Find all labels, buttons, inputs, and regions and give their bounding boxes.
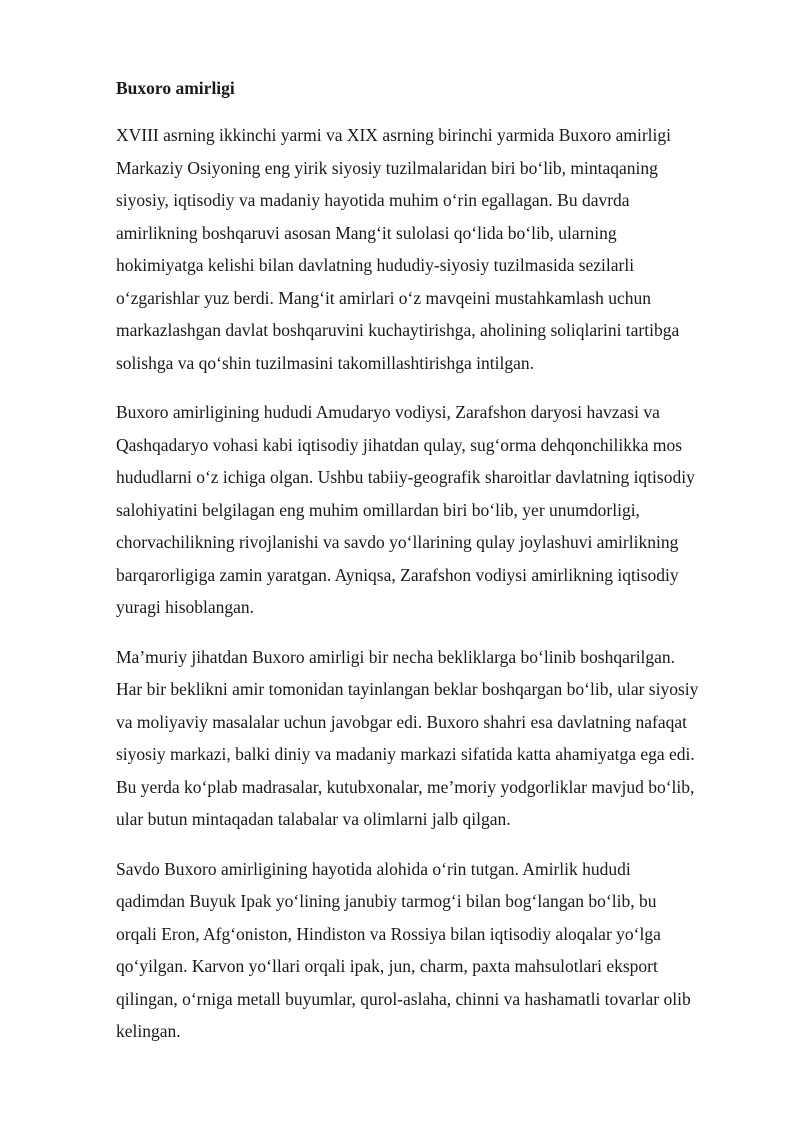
text-line: ular butun mintaqadan talabalar va olimlarni jalb qilgan. <box>116 809 511 829</box>
text-line: yuragi hisoblangan. <box>116 597 255 617</box>
paragraph <box>116 853 746 1048</box>
text-line: Bu yerda koʻplab madrasalar, kutubxonalar, meʼmoriy yodgorliklar mavjud boʻlib, <box>116 776 695 797</box>
text-line: Har bir beklikni amir tomonidan tayinlangan beklar boshqargan boʻlib, ular siyosiy <box>116 679 699 699</box>
text-line: XVIII asrning ikkinchi yarmi va XIX asrning birinchi yarmida Buxoro amirligi <box>116 125 672 145</box>
text-line: markazlashgan davlat boshqaruvini kuchaytirishga, aholining soliqlarini tartibga <box>116 320 680 340</box>
text-line: barqarorligiga zamin yaratgan. Ayniqsa, Zarafshon vodiysi amirlikning iqtisodiy <box>116 564 679 585</box>
paragraph <box>116 396 746 624</box>
paragraph <box>116 641 746 836</box>
text-line: Buxoro amirligining hududi Amudaryo vodiysi, Zarafshon daryosi havzasi va <box>116 402 660 422</box>
text-line: oʻzgarishlar yuz berdi. Mangʻit amirlari oʻz mavqeini mustahkamlash uchun <box>116 287 652 308</box>
text-line: Markaziy Osiyoning eng yirik siyosiy tuzilmalaridan biri boʻlib, mintaqaning <box>116 157 658 178</box>
document-page <box>116 74 746 1065</box>
text-line: Savdo Buxoro amirligining hayotida alohida oʻrin tutgan. Amirlik hududi <box>116 858 631 879</box>
text-line: hududlarni oʻz ichiga olgan. Ushbu tabiiy-geografik sharoitlar davlatning iqtisodiy <box>116 467 695 487</box>
document-title: Buxoro amirligi <box>116 78 235 98</box>
text-line: qoʻyilgan. Karvon yoʻllari orqali ipak, jun, charm, paxta mahsulotlari eksport <box>116 956 658 976</box>
text-line: Maʼmuriy jihatdan Buxoro amirligi bir necha bekliklarga boʻlinib boshqarilgan. <box>116 646 676 667</box>
paragraph <box>116 119 746 379</box>
text-line: siyosiy, iqtisodiy va madaniy hayotida muhim oʻrin egallagan. Bu davrda <box>116 190 630 210</box>
text-line: amirlikning boshqaruvi asosan Mangʻit sulolasi qoʻlida boʻlib, ularning <box>116 222 617 243</box>
text-line: va moliyaviy masalalar uchun javobgar edi. Buxoro shahri esa davlatning nafaqat <box>116 711 687 732</box>
text-line: siyosiy markazi, balki diniy va madaniy markazi sifatida katta ahamiyatga ega edi. <box>116 744 695 764</box>
text-line: solishga va qoʻshin tuzilmasini takomillashtirishga intilgan. <box>116 352 535 373</box>
text-line: chorvachilikning rivojlanishi va savdo yoʻllarining qulay joylashuvi amirlikning <box>116 532 679 552</box>
text-line: salohiyatini belgilagan eng muhim omillardan biri boʻlib, yer unumdorligi, <box>116 499 640 520</box>
text-line: hokimiyatga kelishi bilan davlatning hududiy-siyosiy tuzilmasida sezilarli <box>116 255 635 275</box>
text-line: qadimdan Buyuk Ipak yoʻlining janubiy tarmogʻi bilan bogʻlangan boʻlib, bu <box>116 891 657 911</box>
text-line: qilingan, oʻrniga metall buyumlar, qurol-aslaha, chinni va hashamatli tovarlar olib <box>116 988 691 1009</box>
text-line: kelingan. <box>116 1021 181 1041</box>
text-line: Qashqadaryo vohasi kabi iqtisodiy jihatdan qulay, sugʻorma dehqonchilikka mos <box>116 434 683 455</box>
text-line: orqali Eron, Afgʻoniston, Hindiston va Rossiya bilan iqtisodiy aloqalar yoʻlga <box>116 923 661 944</box>
